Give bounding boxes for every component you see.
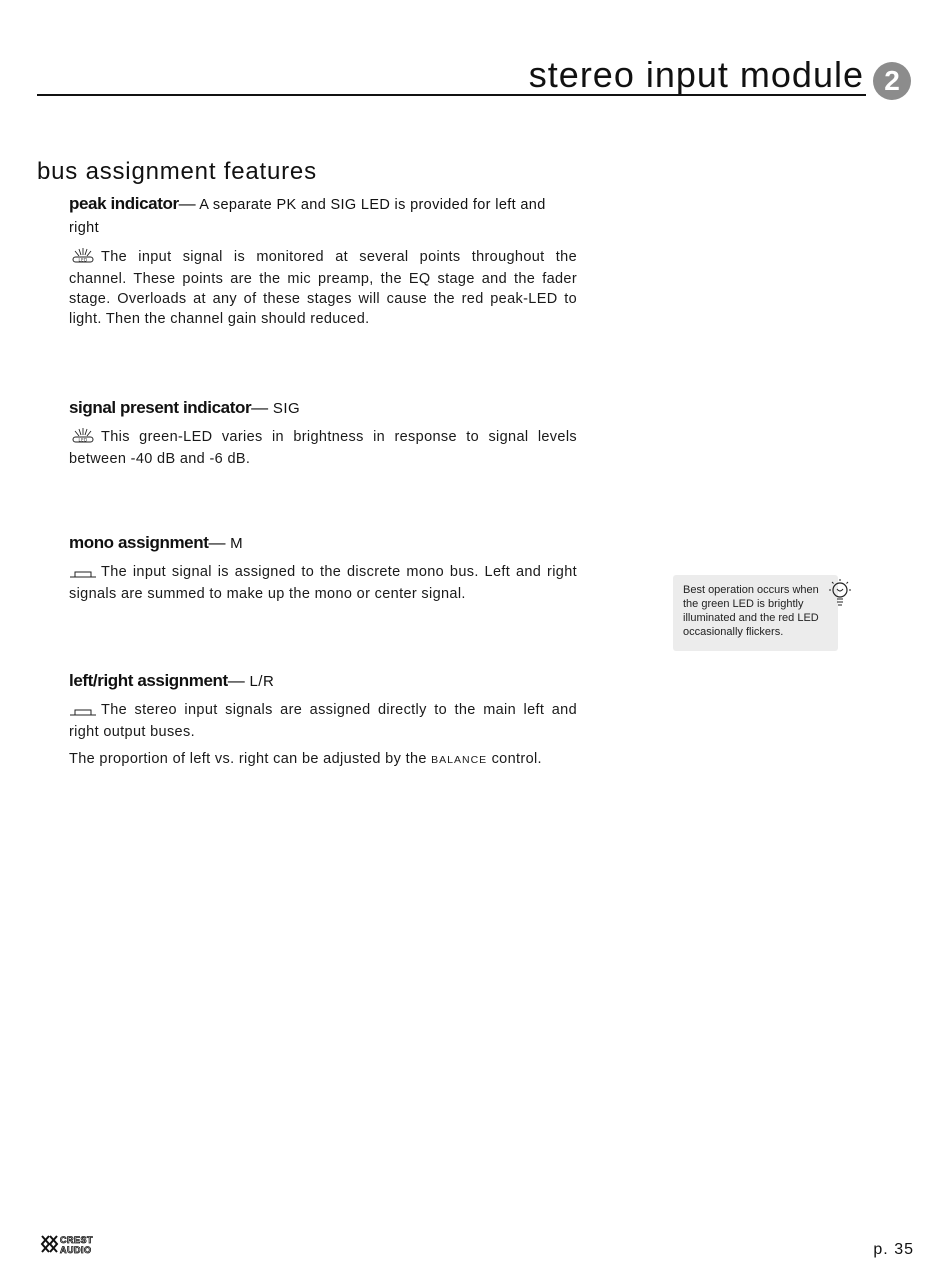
feature-name: peak indicator bbox=[69, 194, 179, 213]
feature-dash: — bbox=[251, 398, 269, 417]
page-number: p. 35 bbox=[873, 1241, 914, 1258]
feature-body-text: This green-LED varies in brightness in response to signal levels between -40 dB and -6 dB. bbox=[69, 429, 577, 467]
feature-abbr: M bbox=[225, 535, 244, 552]
chapter-badge: 2 bbox=[873, 62, 911, 100]
feature-name: mono assignment bbox=[69, 533, 209, 552]
feature-title bbox=[69, 193, 577, 239]
feature-title bbox=[69, 397, 577, 419]
balance-note-suffix: control. bbox=[487, 751, 542, 767]
tip-box bbox=[673, 575, 838, 651]
feature-signal-present-indicator bbox=[69, 397, 577, 478]
page-title: stereo input module bbox=[528, 54, 864, 95]
led-icon bbox=[69, 247, 97, 269]
feature-dash: — bbox=[227, 671, 245, 690]
header-rule bbox=[37, 94, 866, 96]
led-icon bbox=[69, 427, 97, 449]
svg-text:LED: LED bbox=[78, 257, 88, 263]
lightbulb-icon bbox=[825, 578, 855, 617]
feature-body bbox=[69, 562, 577, 604]
svg-text:AUDIO: AUDIO bbox=[60, 1245, 92, 1255]
feature-body-text: The input signal is assigned to the discrete mono bus. Left and right signals are summed to make up the mono or center signal. bbox=[69, 564, 577, 602]
balance-control-name: BALANCE bbox=[431, 754, 488, 766]
feature-abbr: L/R bbox=[244, 673, 275, 690]
feature-name: left/right assignment bbox=[69, 671, 228, 690]
feature-left-right-assignment bbox=[69, 670, 577, 767]
feature-name: signal present indicator bbox=[69, 398, 252, 417]
feature-mono-assignment bbox=[69, 532, 577, 613]
feature-body bbox=[69, 700, 577, 742]
tip-text: Best operation occurs when the green LED is brightly illuminated and the red LED occasionally flickers. bbox=[683, 584, 819, 638]
feature-body-text: The stereo input signals are assigned directly to the main left and right output buses. bbox=[69, 702, 577, 740]
crest-audio-logo bbox=[40, 1233, 116, 1260]
feature-intro: A separate PK and SIG LED is provided for left and right bbox=[69, 197, 546, 236]
feature-body bbox=[69, 247, 577, 329]
section-heading: bus assignment features bbox=[37, 158, 317, 185]
feature-dash: — bbox=[178, 194, 196, 213]
svg-text:CREST: CREST bbox=[60, 1235, 94, 1245]
switch-icon bbox=[69, 564, 97, 584]
feature-body-text: The input signal is monitored at several points throughout the channel. These points are the mic preamp, the EQ stage and the fader stage. Overloads at any of these stages will cause the red peak-LED to light. Then the channel gain should reduced. bbox=[69, 249, 577, 327]
feature-title bbox=[69, 670, 577, 692]
balance-note-prefix: The proportion of left vs. right can be adjusted by the bbox=[69, 751, 432, 767]
svg-text:LED: LED bbox=[78, 437, 88, 443]
feature-dash: — bbox=[208, 533, 226, 552]
feature-title bbox=[69, 532, 577, 554]
feature-peak-indicator bbox=[69, 193, 577, 338]
feature-abbr: SIG bbox=[268, 400, 301, 417]
balance-note bbox=[69, 751, 577, 767]
feature-body bbox=[69, 427, 577, 469]
switch-icon bbox=[69, 702, 97, 722]
